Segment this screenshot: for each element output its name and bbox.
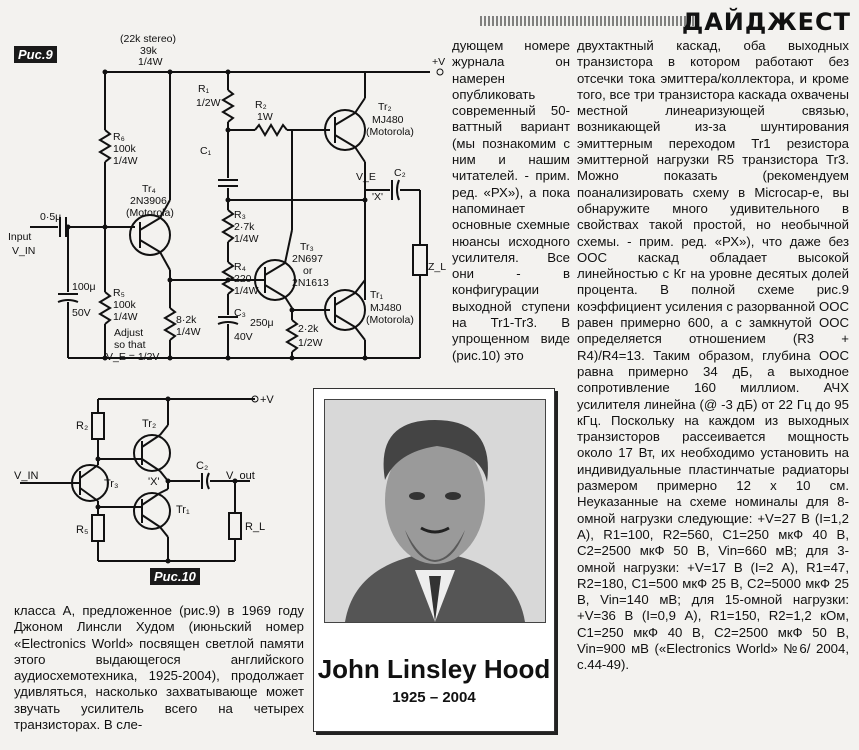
fig9-adj2: so that xyxy=(114,339,146,351)
fig9-r2: R₂ xyxy=(255,99,267,111)
fig9-note: (22k stereo) xyxy=(120,33,177,45)
fig10-supply: +V xyxy=(260,394,274,406)
fig9-r4: R₄ xyxy=(234,261,246,273)
fig9-adj1: Adjust xyxy=(114,327,144,339)
article-text-col2: дующем номере журнала он намерен опубликовать современный 50-ваттный вариант (мы познакомим с ним и нашим читателей. - прим. ред. «РХ»), а пока напоминает основные схемные нюансы исходного усилителя. Все они - в конфигурации выходной ступени на Tr1-Tr3. В упрощенном виде (рис.10) это xyxy=(452,38,570,363)
portrait-name: John Linsley Hood xyxy=(317,654,551,684)
fig9-tr2a: MJ480 xyxy=(372,114,404,126)
fig9-r3: R₃ xyxy=(234,209,246,221)
fig9-r1: R₁ xyxy=(198,83,210,95)
fig9-schematic xyxy=(0,30,450,375)
fig10-schematic xyxy=(0,385,300,585)
fig9-tr1a: MJ480 xyxy=(370,302,402,314)
fig9-c2: C₂ xyxy=(394,167,406,179)
fig9-tr1: Tr₁ xyxy=(370,289,384,301)
fig10-c2: C₂ xyxy=(196,460,209,472)
header-rule xyxy=(480,16,700,26)
fig10-r2: R₂ xyxy=(76,420,89,432)
fig9-zl: Z_L xyxy=(428,261,447,273)
fig10-vin: V_IN xyxy=(14,470,39,482)
fig9-tr2: Tr₂ xyxy=(378,101,392,113)
fig10-rl: R_L xyxy=(245,521,266,533)
fig10-tr3: Tr₃ xyxy=(104,478,119,490)
fig9-adj3: V_E = 1/2V xyxy=(106,351,160,363)
fig9-r6v: 100k xyxy=(113,143,136,155)
fig9-r82: 8·2k xyxy=(176,314,197,326)
fig9-ve: V_E xyxy=(356,171,376,183)
portrait-years: 1925 – 2004 xyxy=(392,689,476,706)
fig9-c1: C₁ xyxy=(200,145,212,157)
fig9-tr4b: (Motorola) xyxy=(126,207,174,219)
fig9-r82w: 1/4W xyxy=(176,326,201,338)
fig9-c3: C₃ xyxy=(234,307,246,319)
article-column-1 xyxy=(14,603,304,733)
portrait-photo xyxy=(324,399,546,623)
fig9-r6w: 1/4W xyxy=(113,155,138,167)
fig9-c3w: 40V xyxy=(234,331,253,343)
fig10-vout: V_out xyxy=(226,470,255,482)
fig9-c3v: 250μ xyxy=(250,317,274,329)
fig10-label: Рис.10 xyxy=(150,568,200,585)
fig9-r4v: 220 xyxy=(234,273,252,285)
article-column-2 xyxy=(452,38,570,364)
fig9-r5w: 1/4W xyxy=(113,311,138,323)
fig9-cin: 0·5μ xyxy=(40,211,62,223)
fig9-tr3c: 2N1613 xyxy=(292,277,329,289)
fig9-tr1b: (Motorola) xyxy=(366,314,414,326)
fig9-r3w: 1/4W xyxy=(234,233,259,245)
portrait-card xyxy=(313,388,555,732)
fig10-r5: R₅ xyxy=(76,524,89,536)
fig9-r3v: 2·7k xyxy=(234,221,255,233)
fig9-r5: R₅ xyxy=(113,287,125,299)
section-title: ДАЙДЖЕСТ xyxy=(681,8,851,36)
fig9-supply: +V xyxy=(432,56,446,68)
fig9-x: 'X' xyxy=(372,191,384,203)
fig9-r22w: 1/2W xyxy=(298,337,323,349)
fig9-r5v: 100k xyxy=(113,299,136,311)
fig9-r22: 2·2k xyxy=(298,323,319,335)
fig9-rtop: 39k xyxy=(140,45,157,57)
fig9-input2: V_IN xyxy=(12,245,36,257)
fig9-cbig: 100μ xyxy=(72,281,96,293)
fig9-input1: Input xyxy=(8,231,32,243)
article-text-col1: класса А, предложенное (рис.9) в 1969 году Джоном Линсли Худом (июньский номер «Electronics World» посвящен светлой памяти этого выдающегося английского аудиосхемотехника, 1925-2004), продолжает удивляться, насколько захватывающе может звучать усилитель всего на четырех транзисторах. В сле- xyxy=(14,603,304,733)
fig10-tr2: Tr₂ xyxy=(142,418,157,430)
fig9-tr4a: 2N3906 xyxy=(130,195,167,207)
fig10-x: 'X' xyxy=(148,476,160,488)
fig9-tr3a: 2N697 xyxy=(292,253,323,265)
fig10-tr1: Tr₁ xyxy=(176,504,190,516)
article-text-col3: двухтактный каскад, оба выходных транзистора в котором работают без отсечки тока эмиттера/коллектора, и кроме того, все три транзистора каскада охвачены местной линеаризующей связью, возникающей из-за шунтирования эмиттерным переходом Tr1 резистора эмиттерной нагрузки R5 транзистора Tr3. Можно показать (рекомендуем поанализировать схему в Microcap-е, вы обнаружите много удивительного в свойствах такой простой, но необычной схемы. - прим. ред. «РХ»), что даже без ООС каскад обладает высокой линейностью с Кг на уровне десятых долей процента. В полной схеме рис.9 коэффициент усиления с разорванной ООС равен примерно 600, а с замкнутой ООС определяется отношением (R3 + R4)/R4=13. Таким образом, глубина ООС равна примерно 34 дБ, а выходное сопротивление 160 миллиом. АЧХ усилителя линейна (@ -3 дБ) от 22 Гц до 95 кГц. Поскольку на каждом из выходных транзисторов рассеивается мощность около 17 Вт, их необходимо установить на индивидуальные пластинчатые радиаторы размером примерно 12 х 10 см. Неуказанные на схеме номиналы для 8-омной нагрузки следующие: +V=27 В (I=1,2 А), R1=100, R2=560, C1=250 мкФ 40 В, C2=2500 мкФ 50 В, Vin=660 мВ; для 3-омной нагрузки: +V=17 В (I=2 А), R1=47, R2=180, C1=500 мкФ 25 В, C2=5000 мкФ 25 В, Vin=140 мВ; для 15-омной нагрузки: +V=36 В (I=0,9 А), R1=150, R2=1,2 кОм, C1=250 мкФ 40 В, C2=2500 мкФ 50 В, Vin=900 мВ («Electronics World» №6/ 2004, с.44-49). xyxy=(577,38,849,673)
fig9-r4w: 1/4W xyxy=(234,285,259,297)
article-column-3 xyxy=(577,38,849,674)
fig9-tr2b: (Motorola) xyxy=(366,126,414,138)
fig9-tr3: Tr₃ xyxy=(300,241,314,253)
fig9-r1v: 1/2W xyxy=(196,97,221,109)
fig9-r6: R₆ xyxy=(113,131,125,143)
fig9-r2v: 1W xyxy=(257,111,273,123)
fig9-cbigv: 50V xyxy=(72,307,91,319)
fig9-rtop-w: 1/4W xyxy=(138,56,163,68)
fig9-label: Рис.9 xyxy=(14,46,57,63)
fig9-tr4: Tr₄ xyxy=(142,183,156,195)
fig9-tr3b: or xyxy=(303,265,313,277)
